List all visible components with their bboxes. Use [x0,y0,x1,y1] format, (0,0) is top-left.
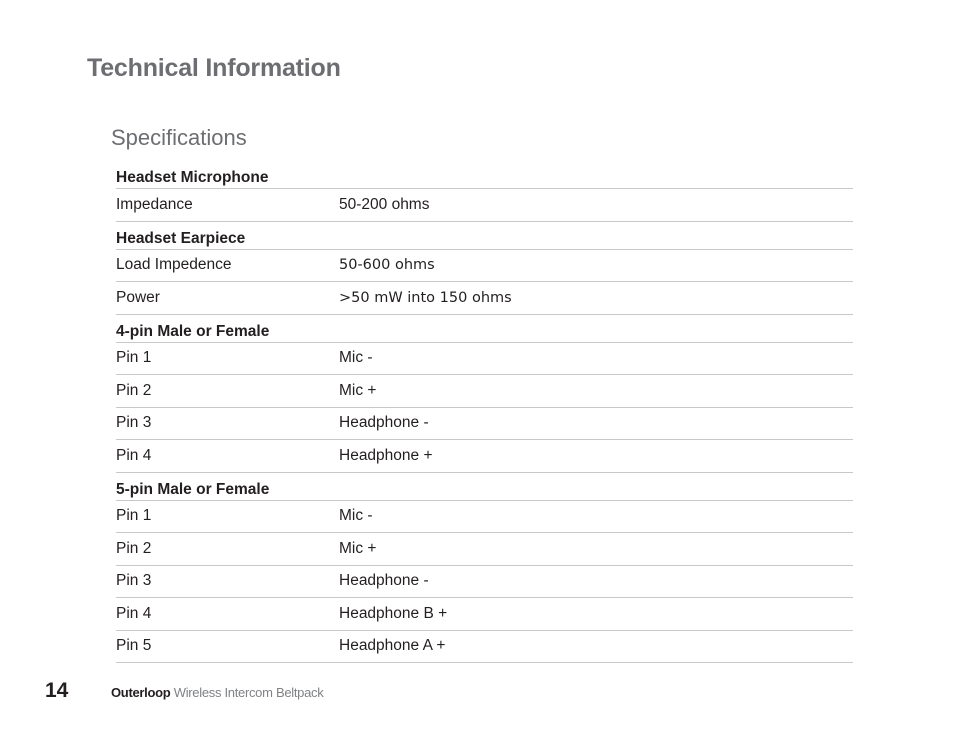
table-row [116,598,853,631]
row-label: Pin 3 [116,572,152,590]
footer [111,685,323,700]
row-value: 50-600 ohms [339,257,435,274]
row-label: Pin 4 [116,604,152,622]
row-label: Pin 5 [116,637,152,655]
table-row [116,375,853,408]
row-label: Pin 1 [116,349,152,367]
table-row [116,282,853,315]
footer-product: Wireless Intercom Beltpack [173,685,324,700]
table-row [116,566,853,599]
table-row [116,250,853,283]
table-row [116,343,853,376]
row-value: Headphone B + [339,604,448,622]
row-label: Pin 3 [116,414,152,432]
row-value: Headphone A + [339,637,446,655]
row-value: Mic - [339,507,373,525]
row-label: Load Impedence [116,256,232,274]
section-title: Specifications [111,125,247,150]
table-row [116,189,853,222]
table-row [116,631,853,664]
footer-brand: Outerloop [111,685,171,700]
row-value: Headphone + [339,446,433,464]
group-header-five-pin: 5-pin Male or Female [116,473,853,501]
group-header-headset-earpiece: Headset Earpiece [116,222,853,250]
table-row [116,440,853,473]
row-label: Pin 4 [116,446,152,464]
table-row [116,533,853,566]
row-label: Power [116,288,160,306]
table-row [116,408,853,441]
row-value: >50 mW into 150 ohms [339,289,512,306]
specifications-table [116,165,853,663]
row-value: Headphone - [339,572,429,590]
row-label: Pin 1 [116,507,152,525]
group-header-headset-microphone: Headset Microphone [116,165,853,189]
row-value: 50-200 ohms [339,195,430,213]
page-number: 14 [45,679,69,702]
row-value: Mic - [339,349,373,367]
table-row [116,501,853,534]
row-label: Impedance [116,195,193,213]
row-value: Headphone - [339,414,429,432]
row-label: Pin 2 [116,381,152,399]
row-value: Mic + [339,381,377,399]
row-label: Pin 2 [116,539,152,557]
page-title: Technical Information [87,54,341,82]
row-value: Mic + [339,539,377,557]
group-header-four-pin: 4-pin Male or Female [116,315,853,343]
